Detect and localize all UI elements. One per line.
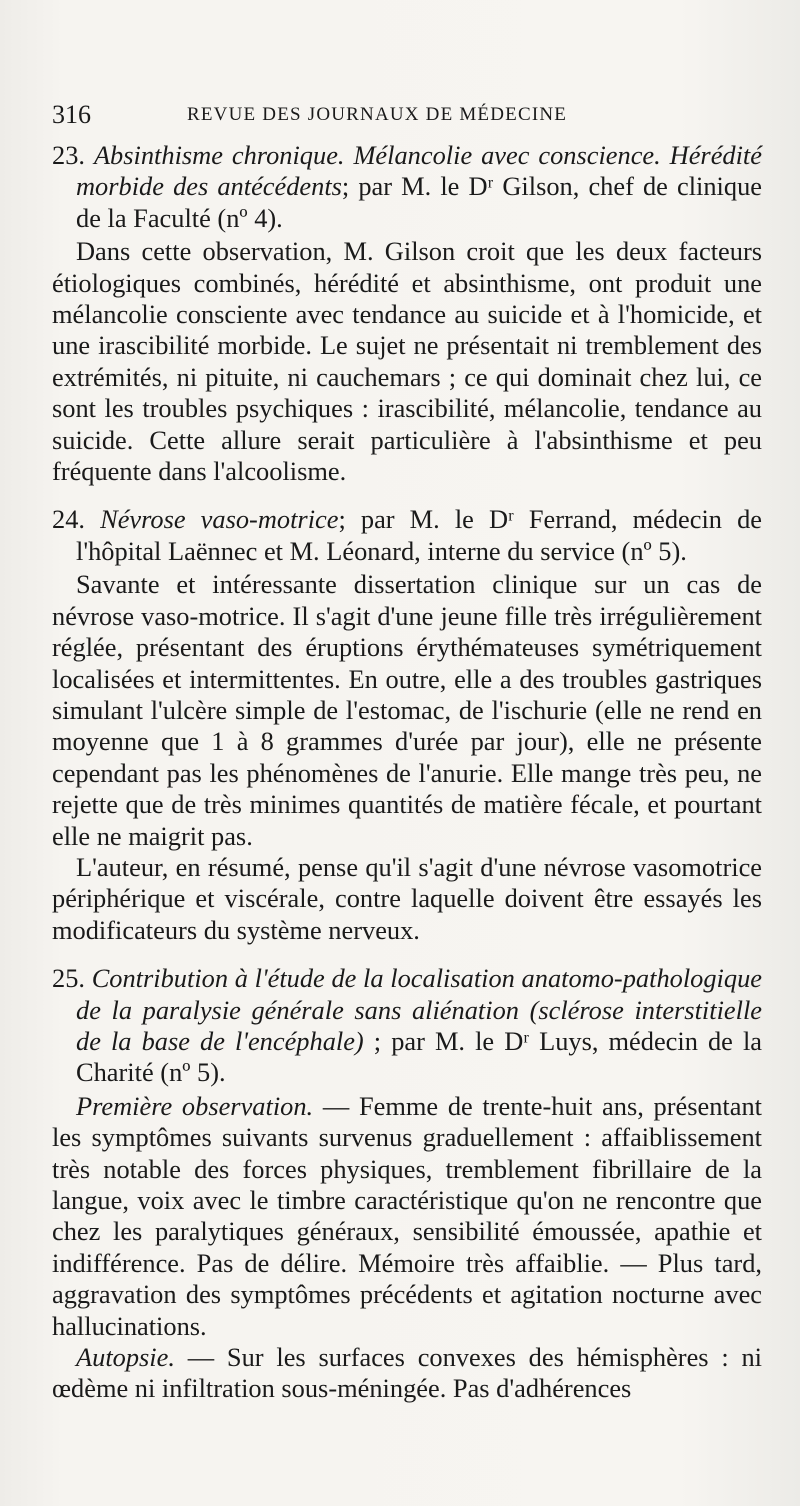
entry-heading xyxy=(52,963,762,1089)
entry-25 xyxy=(52,963,762,1405)
entry-heading xyxy=(52,504,762,567)
entry-paragraph: Dans cette observation, M. Gilson croit que les deux facteurs étiologiques combinés, hérédité et absinthisme, ont produit une mélancolie consciente avec tendance au suicide et à l'homicide, et une irascibilité morbide. Le sujet ne présentait ni tremblement des extrémités, ni pituite, ni cauchemars ; ce qui dominait chez lui, ce sont les troubles psychiques : irascibilité, mélancolie, tendance au suicide. Cette allure serait particulière à l'absinthisme et peu fréquente dans l'alcoolisme. xyxy=(52,236,762,487)
entry-paragraph xyxy=(52,1342,762,1405)
paragraph-lead: Autopsie. xyxy=(76,1342,175,1373)
entry-byline: ; par M. le Dʳ Gilson, chef de clinique de la Faculté (nº 4). xyxy=(76,171,762,233)
entry-24 xyxy=(52,504,762,946)
entry-byline: ; par M. le Dʳ Ferrand, médecin de l'hôpital Laënnec et M. Léonard, interne du service (nº 5). xyxy=(76,504,762,566)
entry-number: 25. xyxy=(52,963,85,994)
page-number: 316 xyxy=(52,100,91,129)
paragraph-lead: Première observation. xyxy=(76,1090,314,1121)
entry-paragraph xyxy=(52,1091,762,1342)
entry-title: Absinthisme chronique. Mélancolie avec conscience. Hérédité morbide des antécédents xyxy=(76,140,762,202)
paragraph-text: — Sur les surfaces convexes des hémisphères : ni œdème ni infiltration sous-méningée. Pas d'adhérences xyxy=(52,1342,762,1404)
running-title: REVUE DES JOURNAUX DE MÉDECINE xyxy=(187,104,568,125)
entry-23 xyxy=(52,140,762,487)
entry-paragraph: Savante et intéressante dissertation clinique sur un cas de névrose vaso-motrice. Il s'agit d'une jeune fille très irrégulièrement réglée, présentant des éruptions érythémateuses symétriquement localisées et intermittentes. En outre, elle a des troubles gastriques simulant l'ulcère simple de l'estomac, de l'ischurie (elle ne rend en moyenne que 1 à 8 grammes d'urée par jour), elle ne présente cependant pas les phénomènes de l'anurie. Elle mange très peu, ne rejette que de très minimes quantités de matière fécale, et pourtant elle ne maigrit pas. xyxy=(52,569,762,851)
paragraph-text: — Femme de trente-huit ans, présentant les symptômes suivants survenus graduellement : affaiblissement très notable des forces physiques, tremblement fibrillaire de la langue, voix avec le timbre caractéristique qu'on ne rencontre que chez les paralytiques généraux, sensibilité émoussée, apathie et indifférence. Pas de délire. Mémoire très affaiblie. — Plus tard, aggravation des symptômes précédents et agitation nocturne avec hallucinations. xyxy=(52,1090,762,1341)
entry-paragraph: L'auteur, en résumé, pense qu'il s'agit d'une névrose vasomotrice périphérique et viscérale, contre laquelle doivent être essayés les modificateurs du système nerveux. xyxy=(52,851,762,945)
entry-number: 24. xyxy=(52,504,85,535)
entry-heading xyxy=(52,140,762,234)
entry-title: Contribution à l'étude de la localisation anatomo-pathologique de la paralysie générale sans aliénation (sclérose interstitielle de la base de l'encéphale) xyxy=(76,963,762,1056)
page-header xyxy=(52,100,752,134)
entry-number: 23. xyxy=(52,140,85,170)
entry-byline: ; par M. le Dʳ Luys, médecin de la Charité (nº 5). xyxy=(76,1025,762,1088)
page-body xyxy=(52,140,762,1422)
entry-title: Névrose vaso-motrice xyxy=(100,504,339,535)
